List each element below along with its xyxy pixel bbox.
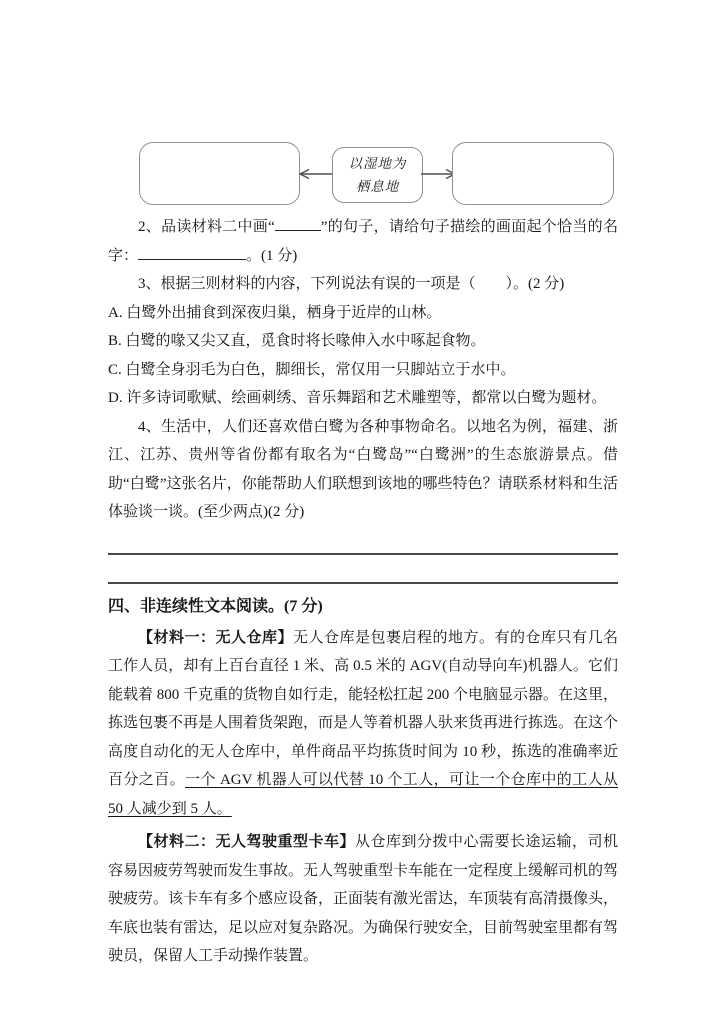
diagram-center-box xyxy=(332,147,423,203)
material-1-paragraph xyxy=(108,624,618,824)
arrow-left-icon xyxy=(297,167,335,181)
question-2-answer-blank xyxy=(138,246,246,260)
diagram-left-empty-box xyxy=(139,142,300,205)
answer-line-1 xyxy=(108,527,618,555)
material-1-underlined-sentence: 一个 AGV 机器人可以代替 10 个工人，可让一个仓库中的工人从 50 人减少到 5 人。 xyxy=(108,772,618,817)
question-4: 4、生活中，人们还喜欢借白鹭为各种事物命名。以地名为例，福建、浙江、江苏、贵州等省份都有取名为“白鹭岛”“白鹭洲”的生态旅游景点。借助“白鹭”这张名片，你能帮助人们联想到该地的哪些特色？请联系材料和生活体验谈一谈。(至少两点)(2 分) xyxy=(108,418,618,520)
question-3-stem: 3、根据三则材料的内容，下列说法有误的一项是（ ）。(2 分) xyxy=(138,276,565,292)
material-2-label: 【材料二：无人驾驶重型卡车】 xyxy=(138,834,355,850)
question-2-text-before-blank: 2、品读材料二中画“ xyxy=(138,219,275,235)
answer-line-2 xyxy=(108,555,618,584)
question-3-option-c: C. 白鹭全身羽毛为白色，脚细长，常仅用一只脚站立于水中。 xyxy=(108,361,516,378)
diagram-center-line1: 以湿地为 xyxy=(348,156,407,171)
question-3-option-d: D. 许多诗词歌赋、绘画刺绣、音乐舞蹈和艺术雕塑等，都常以白鹭为题材。 xyxy=(108,390,607,406)
material-1-label: 【材料一：无人仓库】 xyxy=(138,629,293,646)
material-1-body: 无人仓库是包裹启程的地方。有的仓库只有几名工作人员，却有上百台直径 1 米、高 0.5 米的 AGV(自动导向车)机器人。它们能载着 800 千克重的货物自如行走，能轻松扛起 200 个电脑显示器。在这里，拣选包裹不再是人围着货架跑，而是人等着机器人驮来货再进行拣选。在这个高度自动化的无人仓库中，单件商品平均拣货时间为 10 秒，拣选的准确率近百分之百。 xyxy=(108,629,619,788)
material-2-body: 从仓库到分拨中心需要长途运输，司机容易因疲劳驾驶而发生事故。无人驾驶重型卡车能在一定程度上缓解司机的驾驶疲劳。该卡车有多个感应设备，正面装有激光雷达，车顶装有高清摄像头，车底也装有雷达，足以应对复杂路况。为确保行驶安全，目前驾驶室里都有驾驶员，保留人工手动操作装置。 xyxy=(108,834,619,964)
diagram-center-line2: 栖息地 xyxy=(355,179,400,194)
material-2-paragraph xyxy=(108,828,618,971)
question-3-option-b: B. 白鹭的喙又尖又直，觅食时将长喙伸入水中啄起食物。 xyxy=(108,333,486,349)
habitat-flow-diagram xyxy=(0,0,724,215)
question-2-text-after-blank: ”的句子，请给句子描绘的画面起个恰当的名字： xyxy=(108,219,618,264)
question-2-inline-blank xyxy=(275,217,321,231)
question-3-option-a: A. 白鹭外出捕食到深夜归巢，栖身于近岸的山林。 xyxy=(108,304,442,321)
diagram-right-empty-box xyxy=(452,142,614,205)
exam-body xyxy=(108,213,618,971)
question-2-score: 。(1 分) xyxy=(246,247,298,264)
question-2 xyxy=(108,213,618,270)
section-4-heading: 四、非连续性文本阅读。(7 分) xyxy=(108,597,323,615)
